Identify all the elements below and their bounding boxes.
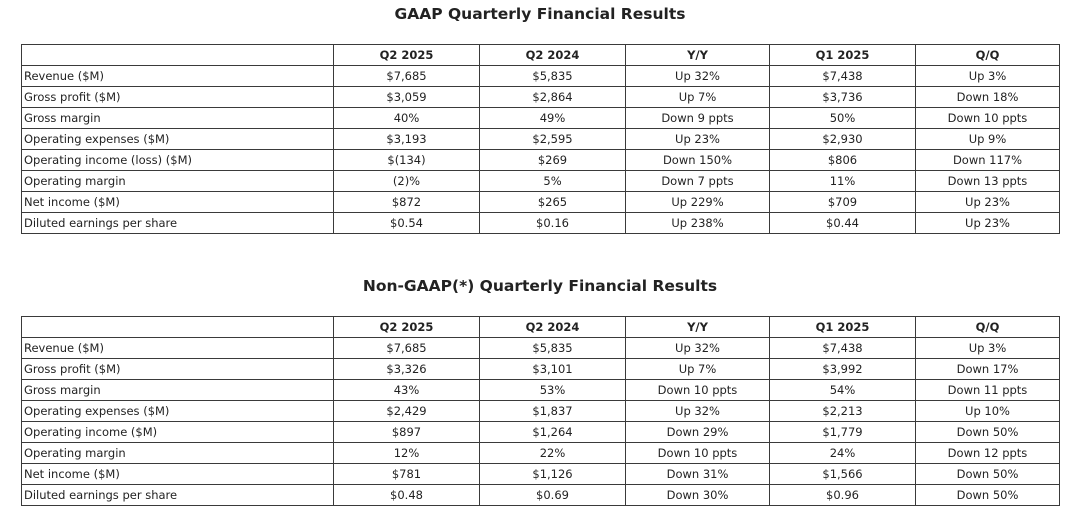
column-header: Q2 2024 xyxy=(480,45,626,66)
table-cell: Up 32% xyxy=(626,66,770,87)
table-cell: $0.16 xyxy=(480,213,626,234)
column-header xyxy=(22,45,334,66)
table-cell: Down 7 ppts xyxy=(626,171,770,192)
table-cell: $709 xyxy=(770,192,916,213)
table-cell: Down 17% xyxy=(916,359,1060,380)
table-cell: Up 229% xyxy=(626,192,770,213)
table-cell: (2)% xyxy=(334,171,480,192)
table-row xyxy=(22,108,1060,129)
table-cell: 5% xyxy=(480,171,626,192)
column-header: Y/Y xyxy=(626,45,770,66)
nongaap-table-title: Non-GAAP(*) Quarterly Financial Results xyxy=(362,277,718,295)
row-label: Diluted earnings per share xyxy=(22,485,334,506)
table-cell: Down 9 ppts xyxy=(626,108,770,129)
row-label: Revenue ($M) xyxy=(22,66,334,87)
row-label: Operating margin xyxy=(22,171,334,192)
table-row xyxy=(22,192,1060,213)
table-row xyxy=(22,87,1060,108)
row-label: Net income ($M) xyxy=(22,464,334,485)
table-cell: $(134) xyxy=(334,150,480,171)
table-cell: Down 12 ppts xyxy=(916,443,1060,464)
table-cell: $2,213 xyxy=(770,401,916,422)
row-label: Gross margin xyxy=(22,380,334,401)
table-cell: Up 238% xyxy=(626,213,770,234)
table-cell: Up 7% xyxy=(626,87,770,108)
table-cell: $3,736 xyxy=(770,87,916,108)
header-row xyxy=(22,45,1060,66)
table-row xyxy=(22,401,1060,422)
column-header: Q2 2024 xyxy=(480,317,626,338)
table-cell: 53% xyxy=(480,380,626,401)
column-header: Q2 2025 xyxy=(334,317,480,338)
column-header xyxy=(22,317,334,338)
table-cell: $5,835 xyxy=(480,66,626,87)
column-header: Q1 2025 xyxy=(770,317,916,338)
row-label: Revenue ($M) xyxy=(22,338,334,359)
table-cell: $7,438 xyxy=(770,338,916,359)
table-cell: 12% xyxy=(334,443,480,464)
table-cell: $269 xyxy=(480,150,626,171)
row-label: Gross margin xyxy=(22,108,334,129)
table-cell: 22% xyxy=(480,443,626,464)
table-cell: Down 31% xyxy=(626,464,770,485)
table-row xyxy=(22,213,1060,234)
table-row xyxy=(22,485,1060,506)
table-cell: Up 23% xyxy=(916,192,1060,213)
gaap-table-title: GAAP Quarterly Financial Results xyxy=(394,5,686,23)
table-cell: Up 23% xyxy=(626,129,770,150)
row-label: Net income ($M) xyxy=(22,192,334,213)
table-cell: Down 50% xyxy=(916,422,1060,443)
table-cell: $265 xyxy=(480,192,626,213)
table-cell: $3,059 xyxy=(334,87,480,108)
table-cell: 54% xyxy=(770,380,916,401)
table-cell: $897 xyxy=(334,422,480,443)
table-row xyxy=(22,380,1060,401)
table-cell: $0.48 xyxy=(334,485,480,506)
table-cell: Down 29% xyxy=(626,422,770,443)
table-cell: $781 xyxy=(334,464,480,485)
column-header: Q/Q xyxy=(916,317,1060,338)
table-cell: Down 117% xyxy=(916,150,1060,171)
table-cell: Down 11 ppts xyxy=(916,380,1060,401)
table-cell: Down 10 ppts xyxy=(626,380,770,401)
table-cell: 50% xyxy=(770,108,916,129)
table-cell: Up 23% xyxy=(916,213,1060,234)
row-label: Operating income (loss) ($M) xyxy=(22,150,334,171)
table-cell: $0.54 xyxy=(334,213,480,234)
row-label: Operating income ($M) xyxy=(22,422,334,443)
table-row xyxy=(22,359,1060,380)
table-cell: Down 18% xyxy=(916,87,1060,108)
table-cell: Up 10% xyxy=(916,401,1060,422)
table-cell: 49% xyxy=(480,108,626,129)
table-cell: $7,685 xyxy=(334,66,480,87)
table-cell: Down 10 ppts xyxy=(916,108,1060,129)
table-row xyxy=(22,129,1060,150)
table-cell: $0.96 xyxy=(770,485,916,506)
table-cell: $1,837 xyxy=(480,401,626,422)
table-cell: Up 32% xyxy=(626,338,770,359)
column-header: Q/Q xyxy=(916,45,1060,66)
row-label: Operating expenses ($M) xyxy=(22,401,334,422)
column-header: Q2 2025 xyxy=(334,45,480,66)
column-header: Y/Y xyxy=(626,317,770,338)
table-cell: Down 13 ppts xyxy=(916,171,1060,192)
table-cell: $7,685 xyxy=(334,338,480,359)
table-cell: Up 3% xyxy=(916,338,1060,359)
table-cell: $3,326 xyxy=(334,359,480,380)
table-cell: $5,835 xyxy=(480,338,626,359)
table-cell: 24% xyxy=(770,443,916,464)
nongaap-results-table xyxy=(21,316,1060,506)
table-cell: $2,930 xyxy=(770,129,916,150)
table-cell: Down 50% xyxy=(916,464,1060,485)
table-cell: 43% xyxy=(334,380,480,401)
table-cell: $7,438 xyxy=(770,66,916,87)
table-cell: Down 30% xyxy=(626,485,770,506)
table-cell: $872 xyxy=(334,192,480,213)
table-cell: 40% xyxy=(334,108,480,129)
table-cell: $0.69 xyxy=(480,485,626,506)
table-cell: Up 7% xyxy=(626,359,770,380)
row-label: Operating margin xyxy=(22,443,334,464)
table-cell: $2,864 xyxy=(480,87,626,108)
table-cell: Up 9% xyxy=(916,129,1060,150)
table-cell: $2,429 xyxy=(334,401,480,422)
table-row xyxy=(22,150,1060,171)
table-cell: $2,595 xyxy=(480,129,626,150)
table-row xyxy=(22,338,1060,359)
table-row xyxy=(22,66,1060,87)
row-label: Operating expenses ($M) xyxy=(22,129,334,150)
table-cell: $3,101 xyxy=(480,359,626,380)
table-row xyxy=(22,422,1060,443)
table-cell: $1,126 xyxy=(480,464,626,485)
table-cell: $3,992 xyxy=(770,359,916,380)
table-cell: $1,566 xyxy=(770,464,916,485)
header-row xyxy=(22,317,1060,338)
table-cell: $0.44 xyxy=(770,213,916,234)
row-label: Diluted earnings per share xyxy=(22,213,334,234)
table-cell: Down 50% xyxy=(916,485,1060,506)
table-cell: Down 150% xyxy=(626,150,770,171)
row-label: Gross profit ($M) xyxy=(22,359,334,380)
row-label: Gross profit ($M) xyxy=(22,87,334,108)
table-cell: Up 32% xyxy=(626,401,770,422)
table-cell: $1,264 xyxy=(480,422,626,443)
table-cell: Up 3% xyxy=(916,66,1060,87)
table-row xyxy=(22,464,1060,485)
gaap-results-table xyxy=(21,44,1060,234)
table-cell: $1,779 xyxy=(770,422,916,443)
table-cell: $3,193 xyxy=(334,129,480,150)
table-cell: 11% xyxy=(770,171,916,192)
table-row xyxy=(22,171,1060,192)
table-row xyxy=(22,443,1060,464)
table-cell: $806 xyxy=(770,150,916,171)
table-cell: Down 10 ppts xyxy=(626,443,770,464)
column-header: Q1 2025 xyxy=(770,45,916,66)
